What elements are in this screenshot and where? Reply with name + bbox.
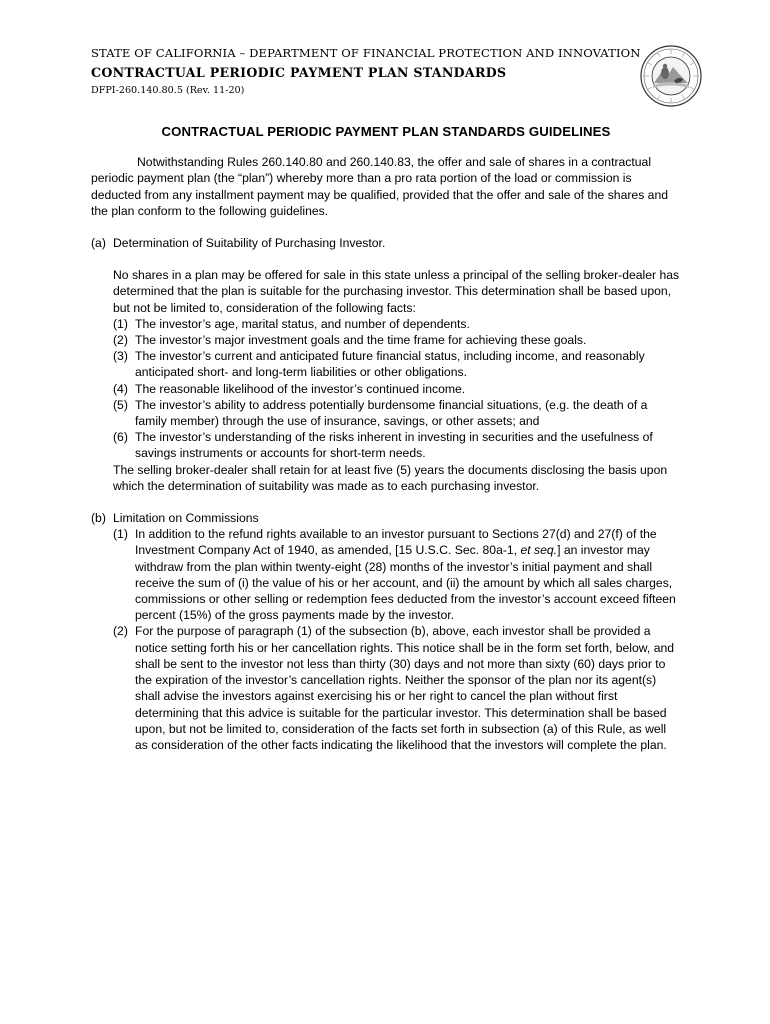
agency-name: STATE OF CALIFORNIA – DEPARTMENT OF FINANCIAL PROTECTION AND INNOVATION — [91, 46, 641, 60]
list-number: (2) — [113, 333, 128, 348]
section-b-content — [91, 526, 681, 753]
list-item — [113, 348, 681, 380]
list-text: The reasonable likelihood of the investor’s continued income. — [135, 381, 466, 396]
list-text: The investor’s ability to address potentially burdensome financial situations, (e.g. the death of a family member) through the use of insurance, savings, or other assets; and — [135, 397, 648, 429]
document-body — [91, 124, 681, 753]
section-b-title: Limitation on Commissions — [113, 511, 259, 526]
list-number: (1) — [113, 527, 128, 542]
list-text: The investor’s major investment goals and the time frame for achieving these goals. — [135, 333, 587, 348]
list-item — [113, 429, 681, 461]
letterhead — [91, 46, 641, 96]
form-number: DFPI-260.140.80.5 (Rev. 11-20) — [91, 85, 245, 96]
list-number: (1) — [113, 316, 128, 331]
list-item — [113, 332, 681, 348]
section-b-heading — [91, 510, 681, 526]
list-text: The investor’s understanding of the risks inherent in investing in securities and the usefulness of savings instruments or accounts for short-term needs. — [135, 430, 653, 461]
section-a-label: (a) — [91, 236, 106, 251]
section-a-title: Determination of Suitability of Purchasing Investor. — [113, 236, 386, 251]
section-a-heading — [91, 235, 681, 251]
list-number: (3) — [113, 349, 128, 364]
list-text: The investor’s current and anticipated future financial status, including income, and reasonably anticipated short- and long-term liabilities or other obligations. — [135, 349, 645, 380]
list-text: The investor’s age, marital status, and number of dependents. — [135, 316, 470, 331]
section-b-label: (b) — [91, 511, 106, 526]
document-title: CONTRACTUAL PERIODIC PAYMENT PLAN STANDARDS — [91, 65, 507, 80]
page-heading: CONTRACTUAL PERIODIC PAYMENT PLAN STANDARDS GUIDELINES — [161, 124, 611, 139]
list-number: (4) — [113, 381, 128, 396]
section-b-item-2 — [113, 623, 681, 753]
section-b-item-1 — [113, 526, 681, 623]
list-item — [113, 397, 681, 429]
list-text: In addition to the refund rights available to an investor pursuant to Sections 27(d) and 27(f) of the Investment Company Act of 1940, as amended, [15 U.S.C. Sec. 80a-1, et seq.] an investor may withdraw from the plan within twenty-eight (28) months of the investor’s initial payment and shall receive the sum of (i) the value of his or her account, and (ii) the amount by which all sales charges, commissions or other selling or redemption fees deducted from the investor’s account exceed fifteen percent (15%) of the gross payments made by the investor. — [135, 527, 676, 623]
list-item — [113, 316, 681, 332]
list-number: (5) — [113, 397, 128, 412]
list-item — [113, 381, 681, 397]
list-number: (2) — [113, 624, 128, 639]
state-seal-icon — [640, 45, 702, 107]
list-text: For the purpose of paragraph (1) of the subsection (b), above, each investor shall be provided a notice setting forth his or her cancellation rights. This notice shall be in the form set forth, below, and shall be sent to the investor not less than thirty (30) days and not more than sixty (60) days prior to the expiration of the investor’s cancellation rights. Neither the sponsor of the plan nor its agent(s) shall advise the investors against exercising his or her right to cancel the plan without first determining that this advice is suitable for the particular investor. This determination shall be based upon, but not be limited to, consideration of the facts set forth in subsection (a) of this Rule, as well as consideration of the other facts indicating the likelihood that the investors will complete the plan. — [135, 624, 675, 752]
section-a-lead: No shares in a plan may be offered for sale in this state unless a principal of the selling broker-dealer has determined that the plan is suitable for the purchasing investor. This determination shall be based upon, but not be limited to, consideration of the following facts: — [113, 268, 680, 315]
section-a-closing: The selling broker-dealer shall retain for at least five (5) years the documents disclosing the basis upon which the determination of suitability was made as to each purchasing investor. — [113, 462, 668, 493]
section-a-list — [113, 316, 681, 462]
list-number: (6) — [113, 430, 128, 445]
intro-paragraph: Notwithstanding Rules 260.140.80 and 260.140.83, the offer and sale of shares in a contractual periodic payment plan (the “plan”) whereby more than a pro rata portion of the load or commission is deducted from any installment payment may be qualified, provided that the offer and sale of the shares and the plan conform to the following guidelines. — [91, 155, 669, 218]
section-a-content — [91, 267, 681, 494]
